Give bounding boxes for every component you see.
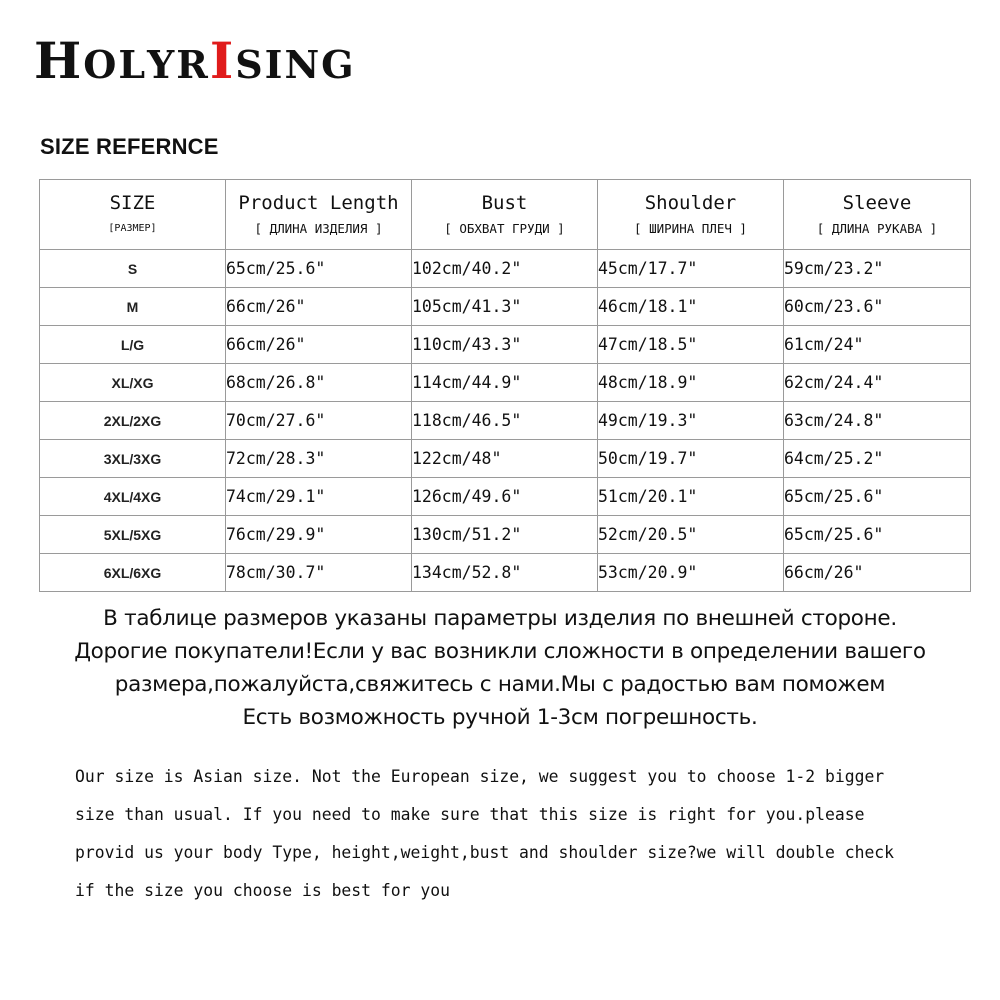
header-sleeve: [784, 180, 971, 250]
size-cell: L/G: [40, 326, 226, 364]
table-row: [40, 402, 971, 440]
sleeve-cell: 61cm/24": [784, 326, 971, 364]
russian-note-line: Дорогие покупатели!Если у вас возникли сложности в определении вашего: [74, 639, 926, 664]
sleeve-cell: 63cm/24.8": [784, 402, 971, 440]
header-size: [40, 180, 226, 250]
size-table: [39, 179, 971, 592]
header-size-sublabel: [РАЗМЕР]: [108, 222, 157, 234]
header-product-length-label: Product Length: [238, 191, 399, 214]
shoulder-cell: 50cm/19.7": [598, 440, 784, 478]
bust-cell: 114cm/44.9": [412, 364, 598, 402]
bust-cell: 122cm/48": [412, 440, 598, 478]
sleeve-cell: 59cm/23.2": [784, 250, 971, 288]
shoulder-cell: 45cm/17.7": [598, 250, 784, 288]
bust-cell: 130cm/51.2": [412, 516, 598, 554]
brand-logo: HOLYRISING: [34, 31, 356, 90]
table-row: [40, 478, 971, 516]
bust-cell: 134cm/52.8": [412, 554, 598, 592]
sleeve-cell: 62cm/24.4": [784, 364, 971, 402]
shoulder-cell: 47cm/18.5": [598, 326, 784, 364]
length-cell: 65cm/25.6": [226, 250, 412, 288]
size-cell: M: [40, 288, 226, 326]
header-size-label: SIZE: [109, 191, 156, 214]
english-note-line: provid us your body Type, height,weight,bust and shoulder size?we will double check: [75, 843, 895, 862]
table-row: [40, 440, 971, 478]
russian-note-line: Есть возможность ручной 1-3см погрешность.: [242, 705, 758, 730]
sleeve-cell: 65cm/25.6": [784, 478, 971, 516]
english-note-line: Our size is Asian size. Not the European size, we suggest you to choose 1-2 bigger: [75, 767, 885, 786]
length-cell: 78cm/30.7": [226, 554, 412, 592]
russian-size-note: [0, 602, 1000, 734]
sleeve-cell: 64cm/25.2": [784, 440, 971, 478]
header-shoulder-sublabel: [ ШИРИНА ПЛЕЧ ]: [634, 220, 747, 236]
header-sleeve-sublabel: [ ДЛИНА РУКАВА ]: [816, 220, 938, 236]
header-product-length: [226, 180, 412, 250]
length-cell: 66cm/26": [226, 288, 412, 326]
bust-cell: 105cm/41.3": [412, 288, 598, 326]
shoulder-cell: 48cm/18.9": [598, 364, 784, 402]
header-sleeve-label: Sleeve: [842, 191, 912, 214]
header-bust: [412, 180, 598, 250]
length-cell: 76cm/29.9": [226, 516, 412, 554]
length-cell: 72cm/28.3": [226, 440, 412, 478]
table-row: [40, 516, 971, 554]
bust-cell: 110cm/43.3": [412, 326, 598, 364]
size-cell: 6XL/6XG: [40, 554, 226, 592]
english-note-line: if the size you choose is best for you: [75, 881, 450, 900]
header-bust-sublabel: [ ОБХВАТ ГРУДИ ]: [444, 220, 565, 236]
size-cell: XL/XG: [40, 364, 226, 402]
size-cell: 5XL/5XG: [40, 516, 226, 554]
table-row: [40, 364, 971, 402]
size-cell: 3XL/3XG: [40, 440, 226, 478]
page-title: SIZE REFERNCE: [40, 134, 219, 159]
russian-note-line: В таблице размеров указаны параметры изделия по внешней стороне.: [103, 606, 897, 631]
length-cell: 74cm/29.1": [226, 478, 412, 516]
table-row: [40, 326, 971, 364]
sleeve-cell: 65cm/25.6": [784, 516, 971, 554]
sleeve-cell: 60cm/23.6": [784, 288, 971, 326]
shoulder-cell: 46cm/18.1": [598, 288, 784, 326]
table-row: [40, 554, 971, 592]
shoulder-cell: 49cm/19.3": [598, 402, 784, 440]
table-row: [40, 250, 971, 288]
table-row: [40, 288, 971, 326]
size-cell: 4XL/4XG: [40, 478, 226, 516]
bust-cell: 126cm/49.6": [412, 478, 598, 516]
size-cell: S: [40, 250, 226, 288]
shoulder-cell: 53cm/20.9": [598, 554, 784, 592]
english-note-line: size than usual. If you need to make sure that this size is right for you.please: [75, 805, 865, 824]
shoulder-cell: 51cm/20.1": [598, 478, 784, 516]
header-shoulder: [598, 180, 784, 250]
header-shoulder-label: Shoulder: [644, 191, 737, 214]
size-cell: 2XL/2XG: [40, 402, 226, 440]
header-bust-label: Bust: [481, 191, 528, 214]
header-product-length-sublabel: [ ДЛИНА ИЗДЕЛИЯ ]: [254, 220, 383, 236]
length-cell: 70cm/27.6": [226, 402, 412, 440]
russian-note-line: размера,пожалуйста,свяжитесь с нами.Мы с радостью вам поможем: [114, 672, 886, 697]
table-header-row: [40, 180, 971, 250]
bust-cell: 102cm/40.2": [412, 250, 598, 288]
sleeve-cell: 66cm/26": [784, 554, 971, 592]
length-cell: 68cm/26.8": [226, 364, 412, 402]
length-cell: 66cm/26": [226, 326, 412, 364]
english-size-note: [75, 758, 894, 910]
shoulder-cell: 52cm/20.5": [598, 516, 784, 554]
bust-cell: 118cm/46.5": [412, 402, 598, 440]
